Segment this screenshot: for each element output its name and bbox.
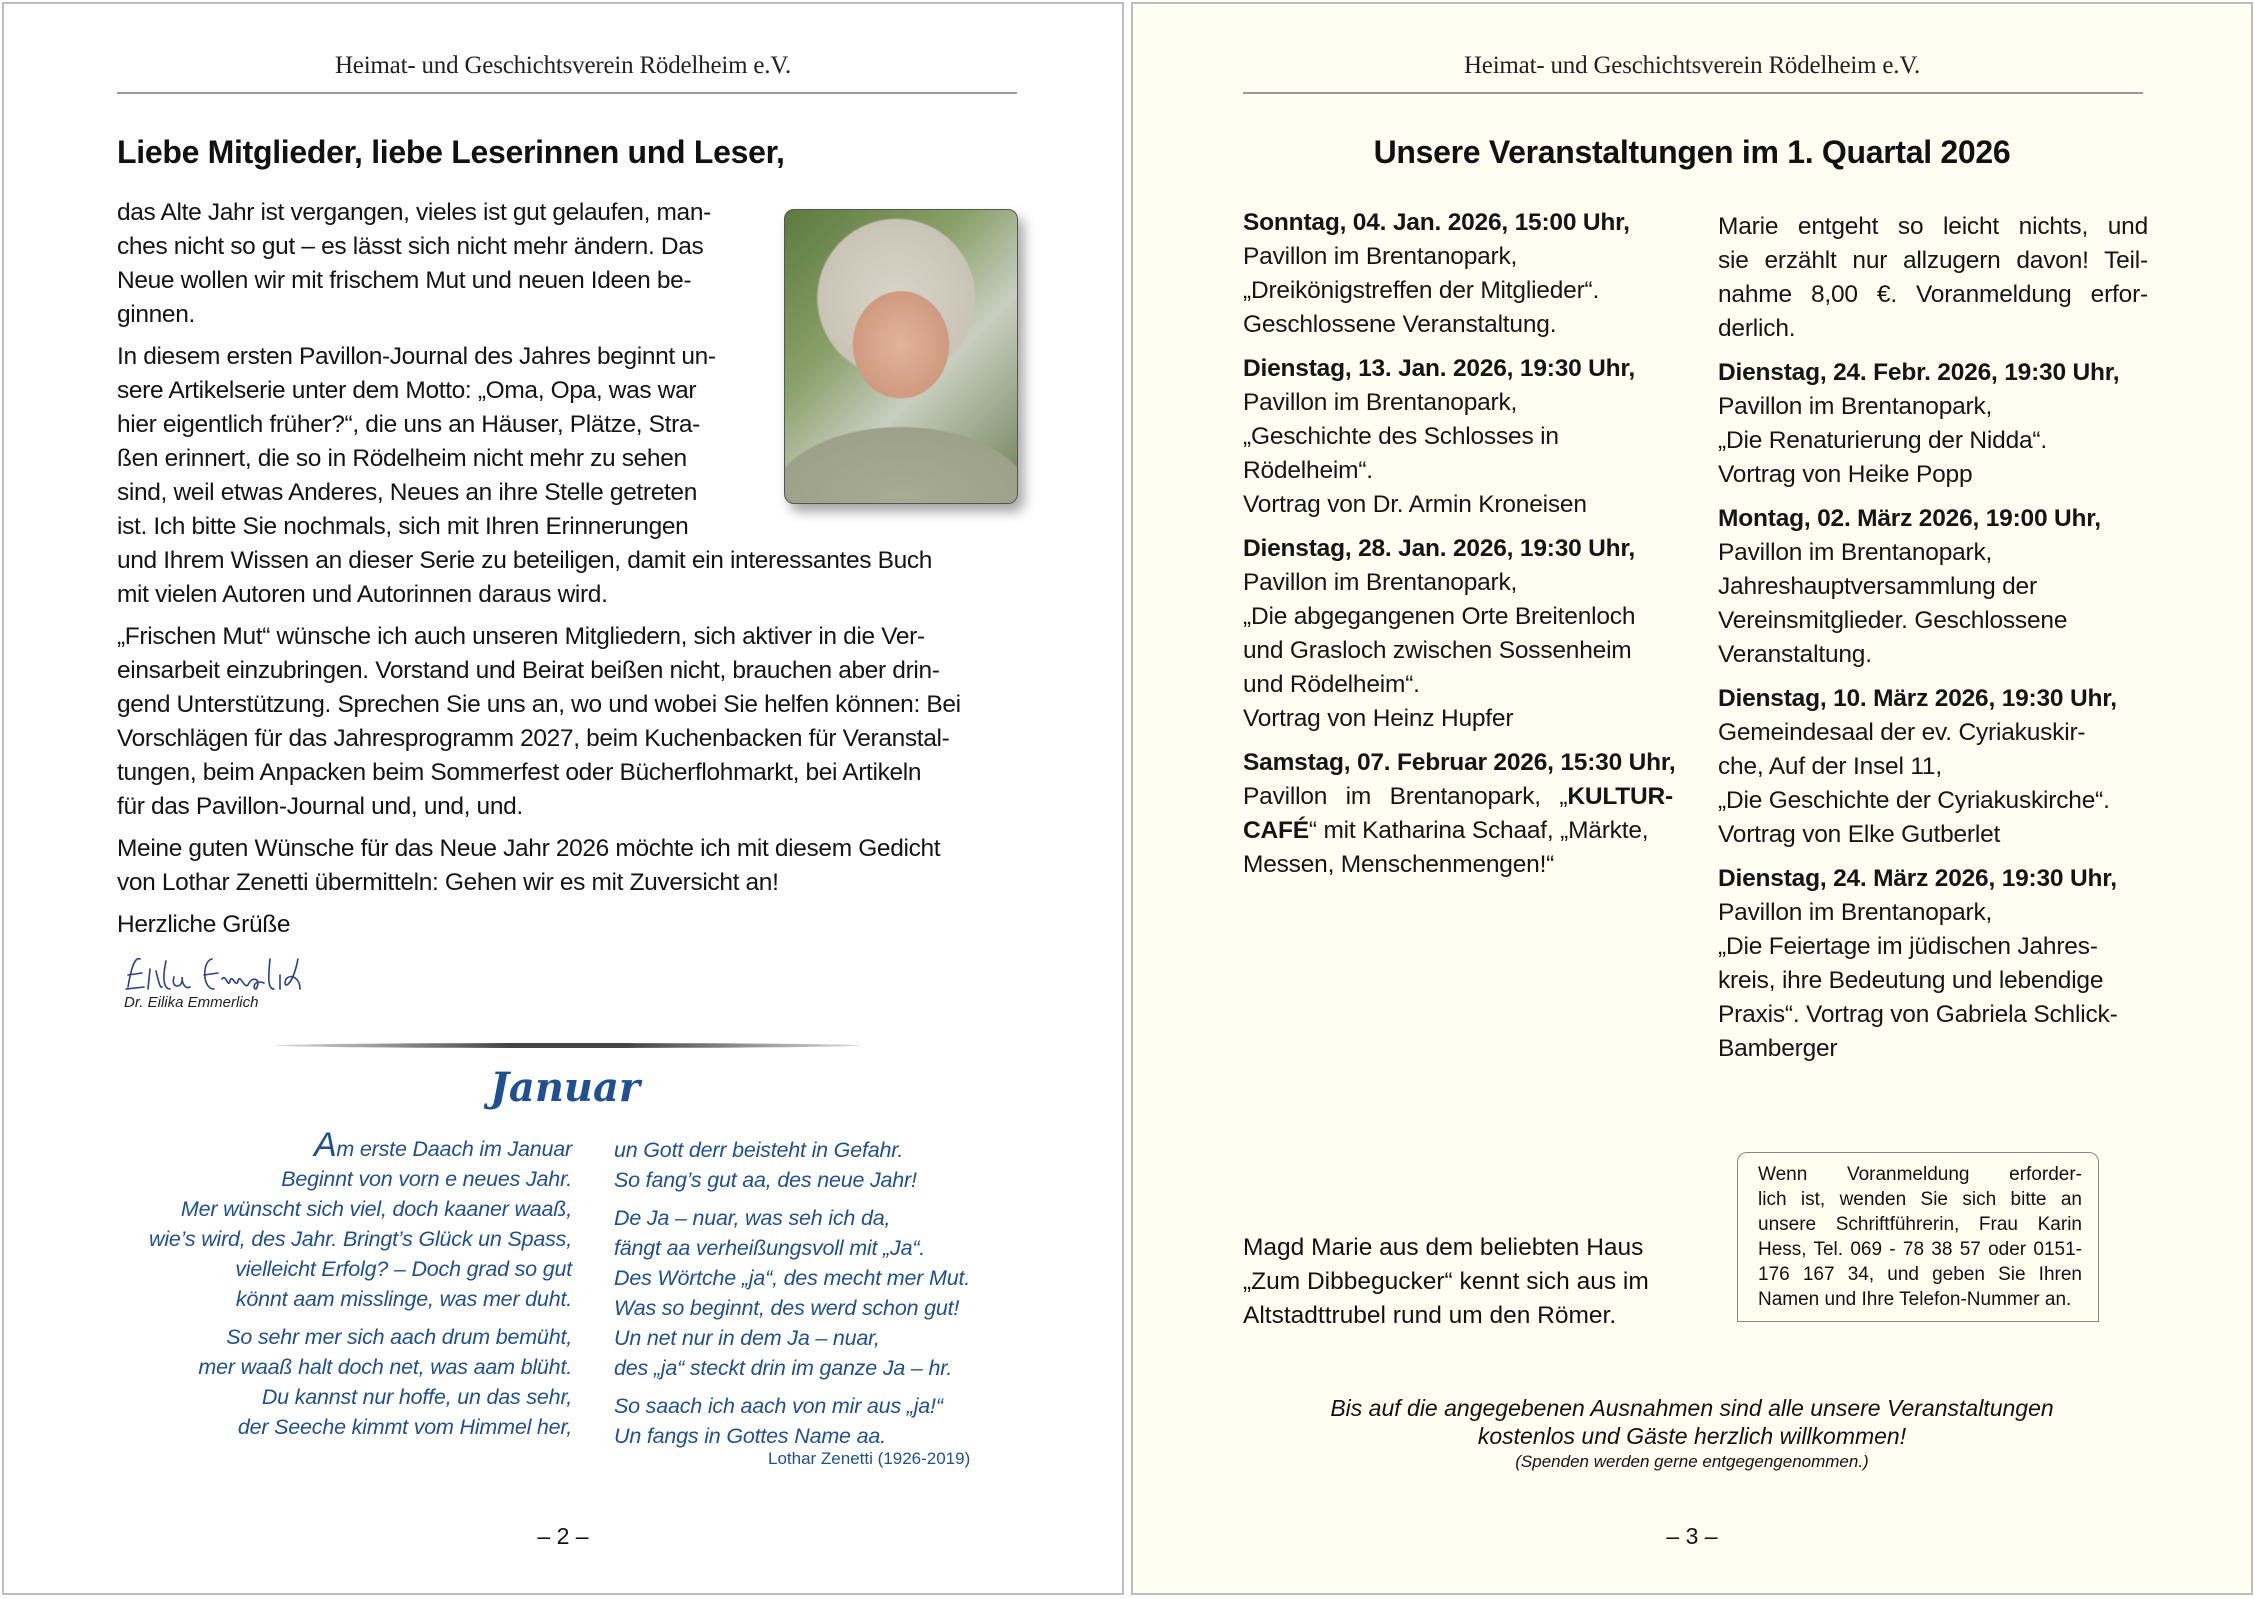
event-line: Pavillon im Brentanopark, bbox=[1718, 899, 1993, 926]
text-line: ist. Ich bitte Sie nochmals, sich mit Ihren Erinnerungen bbox=[117, 513, 689, 540]
text-line: von Lothar Zenetti übermitteln: Gehen wir es mit Zuversicht an! bbox=[117, 869, 779, 896]
event-line: Messen, Menschenmengen!“ bbox=[1243, 851, 1555, 878]
event-line: Veranstaltung. bbox=[1718, 641, 1872, 668]
poem-line: Mer wünscht sich viel, doch kaaner waaß, bbox=[180, 1197, 572, 1221]
caption-line: Magd Marie aus dem beliebten Haus bbox=[1243, 1234, 1644, 1261]
event-continuation bbox=[1718, 210, 2148, 346]
event-date: Sonntag, 04. Jan. 2026, 15:00 Uhr, bbox=[1243, 209, 1630, 236]
highlight-text: KULTUR- bbox=[1567, 783, 1673, 810]
text-line: mit vielen Autoren und Autorinnen daraus wird. bbox=[117, 581, 608, 608]
event-line: Vortrag von Elke Gutberlet bbox=[1718, 821, 2001, 848]
section-divider bbox=[276, 1043, 861, 1048]
event-item bbox=[1718, 502, 2148, 672]
paragraph bbox=[117, 620, 1017, 824]
event-date: Dienstag, 10. März 2026, 19:30 Uhr, bbox=[1718, 685, 2117, 712]
event-line: nahme 8,00 €. Voranmeldung erfor- bbox=[1718, 281, 2148, 308]
poem-line: Un fangs in Gottes Name aa. bbox=[614, 1424, 886, 1448]
photo-caption bbox=[1243, 1231, 1649, 1333]
event-line: Pavillon im Brentanopark, bbox=[1718, 393, 1993, 420]
text-line: und Ihrem Wissen an dieser Serie zu beteiligen, damit ein interessantes Buch bbox=[117, 547, 933, 574]
event-line: Rödelheim“. bbox=[1243, 457, 1373, 484]
event-date: Montag, 02. März 2026, 19:00 Uhr, bbox=[1718, 505, 2101, 532]
poem-line: So saach ich aach von mir aus „ja!“ bbox=[614, 1394, 943, 1418]
poem-line: fängt aa verheißungsvoll mit „Ja“. bbox=[614, 1236, 926, 1260]
event-line: „Die abgegangenen Orte Breitenloch bbox=[1243, 603, 1636, 630]
info-line: Wenn Voranmeldung erforder- bbox=[1758, 1164, 2082, 1185]
event-line: Praxis“. Vortrag von Gabriela Schlick- bbox=[1718, 1001, 2118, 1028]
poem-line: wie’s wird, des Jahr. Bringt’s Glück un Spass, bbox=[149, 1227, 572, 1251]
event-line: Vereinsmitglieder. Geschlossene bbox=[1718, 607, 2068, 634]
closing bbox=[117, 908, 1017, 942]
letter-body bbox=[117, 196, 1017, 950]
footer-note bbox=[1133, 1394, 2251, 1474]
text-line: sind, weil etwas Anderes, Neues an ihre Stelle getreten bbox=[117, 479, 697, 506]
footer-note-line: Bis auf die angegebenen Ausnahmen sind alle unsere Veranstaltungen bbox=[1330, 1395, 2054, 1421]
poem-line-rest: m erste Daach im Januar bbox=[336, 1137, 572, 1161]
event-item bbox=[1243, 532, 1673, 736]
text-line: Herzliche Grüße bbox=[117, 911, 291, 938]
event-line: „Die Feiertage im jüdischen Jahres- bbox=[1718, 933, 2098, 960]
text-line: Neue wollen wir mit frischem Mut und neuen Ideen be- bbox=[117, 267, 692, 294]
poem-stanza bbox=[149, 1126, 572, 1314]
info-line: Hess, Tel. 069 - 78 38 57 oder 0151- bbox=[1758, 1239, 2082, 1260]
header-rule bbox=[117, 92, 1017, 94]
event-line: Jahreshauptversammlung der bbox=[1718, 573, 2037, 600]
header-rule bbox=[1243, 92, 2143, 94]
event-item bbox=[1243, 746, 1676, 882]
paragraph bbox=[117, 196, 1017, 332]
text-line: einsarbeit einzubringen. Vorstand und Beirat beißen nicht, brauchen aber drin- bbox=[117, 657, 940, 684]
signature-name: Dr. Eilika Emmerlich bbox=[124, 994, 259, 1011]
event-date: Dienstag, 28. Jan. 2026, 19:30 Uhr, bbox=[1243, 535, 1636, 562]
event-line: und Rödelheim“. bbox=[1243, 671, 1420, 698]
text-line: das Alte Jahr ist vergangen, vieles ist gut gelaufen, man- bbox=[117, 199, 711, 226]
poem-line: un Gott derr beisteht in Gefahr. bbox=[614, 1138, 904, 1162]
text-line: ßen erinnert, die so in Rödelheim nicht mehr zu sehen bbox=[117, 445, 687, 472]
poem-line: Des Wörtche „ja“, des mecht mer Mut. bbox=[614, 1266, 971, 1290]
event-line: „Die Renaturierung der Nidda“. bbox=[1718, 427, 2047, 454]
text-line: sere Artikelserie unter dem Motto: „Oma, Opa, was war bbox=[117, 377, 697, 404]
event-line: derlich. bbox=[1718, 315, 1796, 342]
event-line: Pavillon im Brentanopark, bbox=[1243, 569, 1518, 596]
page-number: – 2 – bbox=[537, 1523, 589, 1549]
highlight-text: CAFÉ bbox=[1243, 817, 1309, 844]
poem-stanza bbox=[614, 1391, 970, 1451]
event-date: Dienstag, 13. Jan. 2026, 19:30 Uhr, bbox=[1243, 355, 1636, 382]
poem-line-dropcap bbox=[149, 1126, 572, 1164]
poem-line: könnt aam misslinge, was mer duht. bbox=[235, 1287, 572, 1311]
events-column-left bbox=[1243, 206, 1676, 892]
drop-cap: A bbox=[313, 1126, 337, 1164]
event-line: Vortrag von Heinz Hupfer bbox=[1243, 705, 1514, 732]
info-line: unsere Schriftführerin, Frau Karin bbox=[1758, 1214, 2082, 1235]
running-head: Heimat- und Geschichtsverein Rödelheim e.V. bbox=[334, 52, 792, 79]
event-line bbox=[1243, 780, 1673, 814]
poem-line: So fang’s gut aa, des neue Jahr! bbox=[614, 1168, 917, 1192]
event-line: „Dreikönigstreffen der Mitglieder“. bbox=[1243, 277, 1600, 304]
footer-note-line: kostenlos und Gäste herzlich willkommen! bbox=[1477, 1423, 1907, 1449]
poem-line: Du kannst nur hoffe, un das sehr, bbox=[261, 1385, 572, 1409]
events-title: Unsere Veranstaltungen im 1. Quartal 2026 bbox=[1373, 134, 2011, 170]
info-line: lich ist, wenden Sie sich bitte an bbox=[1758, 1189, 2082, 1210]
event-line: Gemeindesaal der ev. Cyriakuskir- bbox=[1718, 719, 2086, 746]
event-line: Vortrag von Dr. Armin Kroneisen bbox=[1243, 491, 1587, 518]
events-column-right bbox=[1718, 210, 2148, 1076]
page-number: – 3 – bbox=[1666, 1523, 1718, 1549]
event-line: „Die Geschichte der Cyriakuskirche“. bbox=[1718, 787, 2110, 814]
poem-line: Beginnt von vorn e neues Jahr. bbox=[281, 1167, 572, 1191]
event-line: che, Auf der Insel 11, bbox=[1718, 753, 1942, 780]
poem-line: vielleicht Erfolg? – Doch grad so gut bbox=[235, 1257, 572, 1281]
event-item bbox=[1243, 352, 1673, 522]
text-line: Meine guten Wünsche für das Neue Jahr 2026 möchte ich mit diesem Gedicht bbox=[117, 835, 941, 862]
donation-note: (Spenden werden gerne entgegengenommen.) bbox=[1515, 1452, 1869, 1471]
event-line: Marie entgeht so leicht nichts, und bbox=[1718, 213, 2148, 240]
paragraph bbox=[117, 340, 1017, 612]
text-line: für das Pavillon-Journal und, und, und. bbox=[117, 793, 523, 820]
event-line: Pavillon im Brentanopark, bbox=[1718, 539, 1993, 566]
event-date: Dienstag, 24. März 2026, 19:30 Uhr, bbox=[1718, 865, 2117, 892]
caption-line: „Zum Dibbegucker“ kennt sich aus im bbox=[1243, 1268, 1649, 1295]
caption-line: Altstadttrubel rund um den Römer. bbox=[1243, 1302, 1617, 1329]
event-line: Bamberger bbox=[1718, 1035, 1838, 1062]
event-item bbox=[1243, 206, 1673, 342]
text: “ mit Katharina Schaaf, „Märkte, bbox=[1308, 817, 1649, 844]
event-line: „Geschichte des Schlosses in bbox=[1243, 423, 1559, 450]
event-line: Pavillon im Brentanopark, bbox=[1243, 243, 1518, 270]
letter-title: Liebe Mitglieder, liebe Leserinnen und Leser, bbox=[117, 134, 785, 170]
poem-stanza bbox=[149, 1322, 572, 1442]
text-line: tungen, beim Anpacken beim Sommerfest oder Bücherflohmarkt, bei Artikeln bbox=[117, 759, 922, 786]
text-line: ches nicht so gut – es lässt sich nicht mehr ändern. Das bbox=[117, 233, 704, 260]
registration-info-box bbox=[1737, 1152, 2099, 1322]
event-line: und Grasloch zwischen Sossenheim bbox=[1243, 637, 1632, 664]
page-3 bbox=[1131, 2, 2253, 1595]
poem-title: Januar bbox=[490, 1064, 640, 1111]
poem-author: Lothar Zenetti (1926-2019) bbox=[768, 1449, 971, 1468]
poem-stanza bbox=[614, 1203, 970, 1383]
event-line: kreis, ihre Bedeutung und lebendige bbox=[1718, 967, 2104, 994]
poem-line: So sehr mer sich aach drum bemüht, bbox=[226, 1325, 572, 1349]
text-line: Vorschlägen für das Jahresprogramm 2027, beim Kuchenbacken für Veranstal- bbox=[117, 725, 950, 752]
event-date: Dienstag, 24. Febr. 2026, 19:30 Uhr, bbox=[1718, 359, 2120, 386]
text-line: „Frischen Mut“ wünsche ich auch unseren Mitgliedern, sich aktiver in die Ver- bbox=[117, 623, 925, 650]
poem-column-left bbox=[149, 1126, 572, 1450]
event-line: Vortrag von Heike Popp bbox=[1718, 461, 1973, 488]
event-item bbox=[1718, 682, 2148, 852]
running-head: Heimat- und Geschichtsverein Rödelheim e.V. bbox=[1463, 52, 1921, 79]
event-item bbox=[1718, 862, 2148, 1066]
paragraph bbox=[117, 832, 1017, 900]
info-line: Namen und Ihre Telefon-Nummer an. bbox=[1758, 1289, 2072, 1310]
text-line: In diesem ersten Pavillon-Journal des Jahres beginnt un- bbox=[117, 343, 716, 370]
event-line: Geschlossene Veranstaltung. bbox=[1243, 311, 1557, 338]
text: Pavillon im Brentanopark, „ bbox=[1243, 783, 1568, 810]
event-item bbox=[1718, 356, 2148, 492]
poem-line: der Seeche kimmt vom Himmel her, bbox=[237, 1415, 572, 1439]
signature-icon bbox=[122, 949, 382, 997]
poem-line: Un net nur in dem Ja – nuar, bbox=[614, 1326, 880, 1350]
poem-stanza bbox=[614, 1135, 970, 1195]
poem-column-right bbox=[614, 1135, 970, 1459]
poem-line: De Ja – nuar, was seh ich da, bbox=[614, 1206, 891, 1230]
poem-line: Was so beginnt, des werd schon gut! bbox=[614, 1296, 960, 1320]
event-line: sie erzählt nur allzugern davon! Teil- bbox=[1718, 247, 2148, 274]
event-line: Pavillon im Brentanopark, bbox=[1243, 389, 1518, 416]
poem-line: mer waaß halt doch net, was aam blüht. bbox=[198, 1355, 572, 1379]
event-line bbox=[1243, 814, 1673, 848]
text-line: gend Unterstützung. Sprechen Sie uns an, wo und wobei Sie helfen können: Bei bbox=[117, 691, 961, 718]
text-line: hier eigentlich früher?“, die uns an Häuser, Plätze, Stra- bbox=[117, 411, 700, 438]
poem-line: des „ja“ steckt drin im ganze Ja – hr. bbox=[614, 1356, 953, 1380]
info-line: 176 167 34, und geben Sie Ihren bbox=[1758, 1264, 2082, 1285]
event-date: Samstag, 07. Februar 2026, 15:30 Uhr, bbox=[1243, 749, 1676, 776]
page-2 bbox=[2, 2, 1124, 1595]
text-line: ginnen. bbox=[117, 301, 195, 328]
